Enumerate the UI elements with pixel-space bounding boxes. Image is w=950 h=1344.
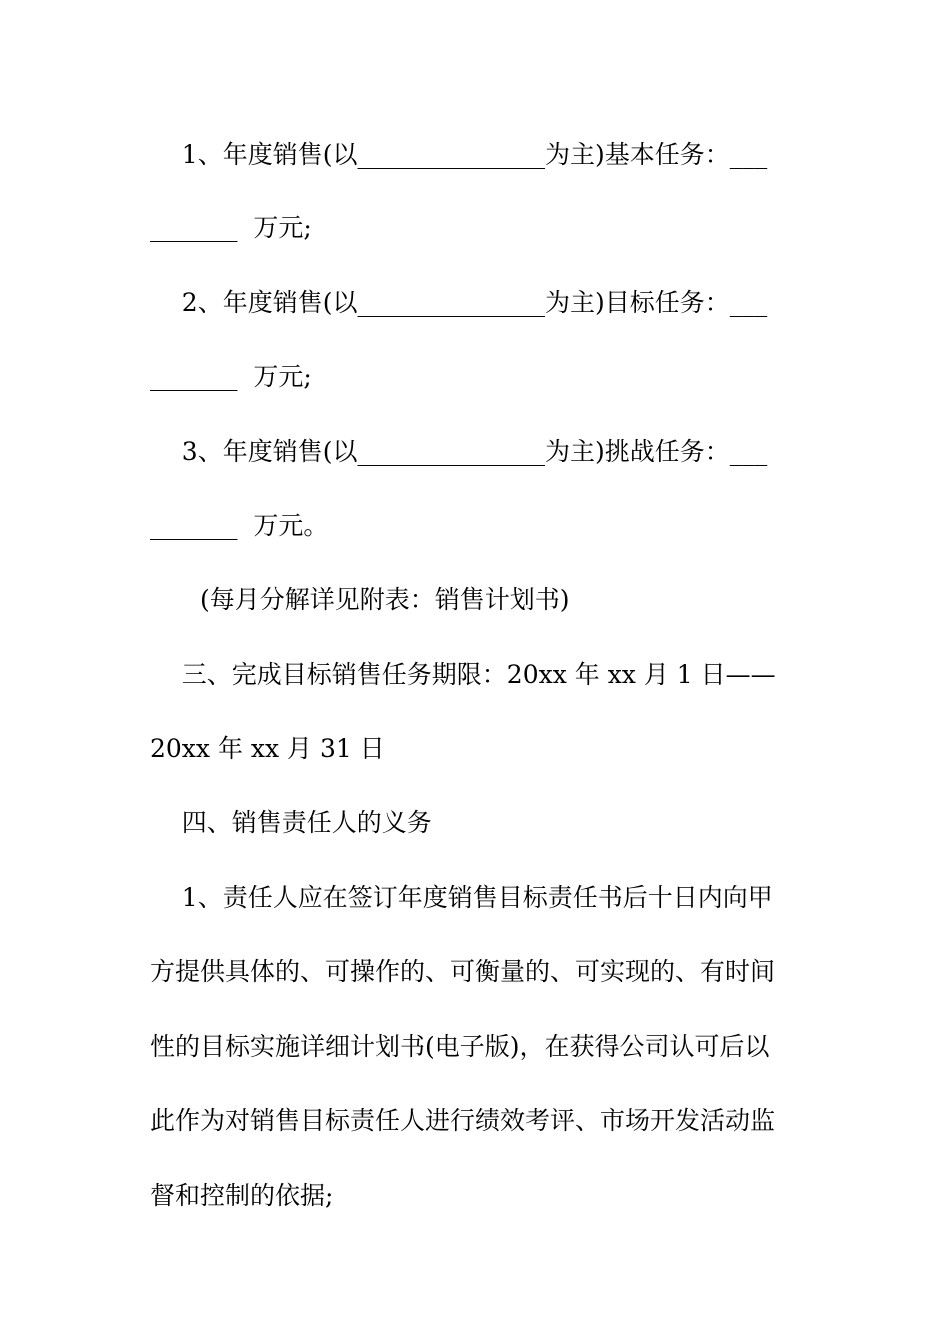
task-line-2-continued: _______ 万元; [150,362,312,391]
task-line-2: 2、年度销售(以_______________为主)目标任务：___ [150,288,768,317]
section-three-heading: 三、完成目标销售任务期限：20xx 年 xx 月 1 日—— [150,660,776,689]
duty-paragraph-line-5: 督和控制的依据; [150,1181,334,1210]
task-line-3: 3、年度销售(以_______________为主)挑战任务：___ [150,437,768,466]
task-line-1: 1、年度销售(以_______________为主)基本任务：___ [150,140,768,169]
task-line-1-continued: _______ 万元; [150,213,312,242]
section-four-heading: 四、销售责任人的义务 [150,808,432,837]
duty-paragraph-line-2: 方提供具体的、可操作的、可衡量的、可实现的、有时间 [150,957,776,986]
duty-paragraph-line-1: 1、责任人应在签订年度销售目标责任书后十日内向甲 [150,883,773,912]
duty-paragraph-line-4: 此作为对销售目标责任人进行绩效考评、市场开发活动监 [150,1106,776,1135]
duty-paragraph-line-3: 性的目标实施详细计划书(电子版)，在获得公司认可后以 [150,1032,770,1061]
section-three-date: 20xx 年 xx 月 31 日 [150,734,385,763]
task-line-3-continued: _______ 万元。 [150,511,329,540]
monthly-breakdown-note: (每月分解详见附表：销售计划书) [200,585,570,614]
